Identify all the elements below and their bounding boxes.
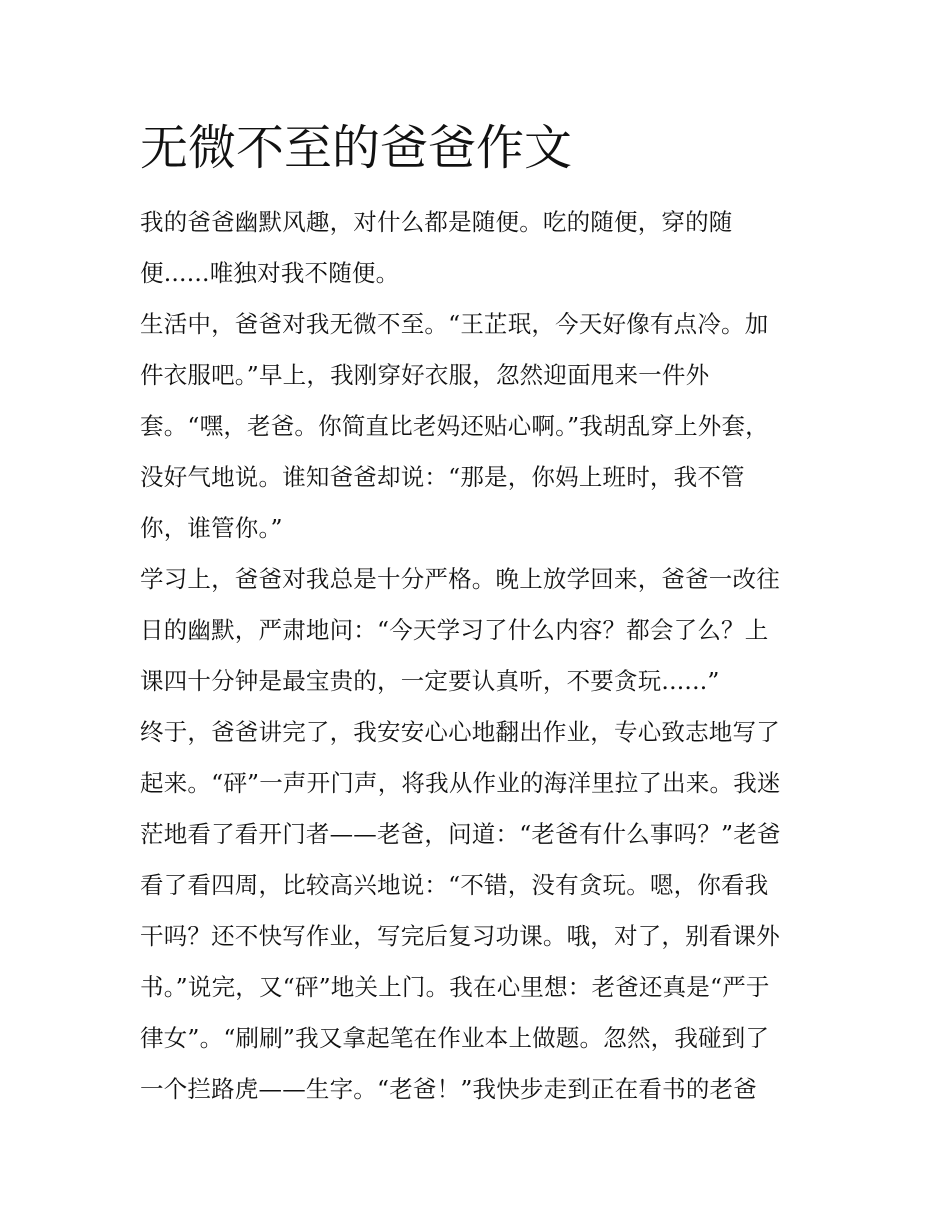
text-line: 律女”。“刷刷”我又拿起笔在作业本上做题。忽然，我碰到了 [140, 1024, 770, 1052]
text-line: 起来。“砰”一声开门声，将我从作业的海洋里拉了出来。我迷 [140, 769, 781, 797]
text-line: 没好气地说。谁知爸爸却说：“那是，你妈上班时，我不管 [140, 463, 745, 491]
text-line: 你，谁管你。” [140, 514, 283, 542]
text-line: 生活中，爸爸对我无微不至。“王芷珉，今天好像有点冷。加 [140, 310, 769, 338]
text-line: 套。“嘿，老爸。你简直比老妈还贴心啊。”我胡乱穿上外套， [140, 412, 769, 440]
text-line: 我的爸爸幽默风趣，对什么都是随便。吃的随便，穿的随 [140, 208, 733, 236]
text-line: 干吗？还不快写作业，写完后复习功课。哦，对了，别看课外 [140, 922, 780, 950]
document-title: 无微不至的爸爸作文 [140, 120, 573, 176]
document-body [140, 197, 820, 1115]
text-line: 日的幽默，严肃地问：“今天学习了什么内容？都会了么？上 [140, 616, 769, 644]
text-line: 看了看四周，比较高兴地说：“不错，没有贪玩。嗯，你看我 [140, 871, 769, 899]
text-line: 一个拦路虎——生字。“老爸！”我快步走到正在看书的老爸 [140, 1075, 757, 1103]
text-line: 件衣服吧。”早上，我刚穿好衣服，忽然迎面甩来一件外 [140, 361, 710, 389]
text-line: 书。”说完，又“砰”地关上门。我在心里想：老爸还真是“严于 [140, 973, 770, 1001]
text-line: 课四十分钟是最宝贵的，一定要认真听，不要贪玩......” [140, 667, 720, 695]
text-line: 学习上，爸爸对我总是十分严格。晚上放学回来，爸爸一改往 [140, 565, 780, 593]
text-line: 便......唯独对我不随便。 [140, 259, 400, 287]
text-line: 茫地看了看开门者——老爸，问道：“老爸有什么事吗？”老爸 [140, 820, 781, 848]
text-line: 终于，爸爸讲完了，我安安心心地翻出作业，专心致志地写了 [140, 718, 780, 746]
